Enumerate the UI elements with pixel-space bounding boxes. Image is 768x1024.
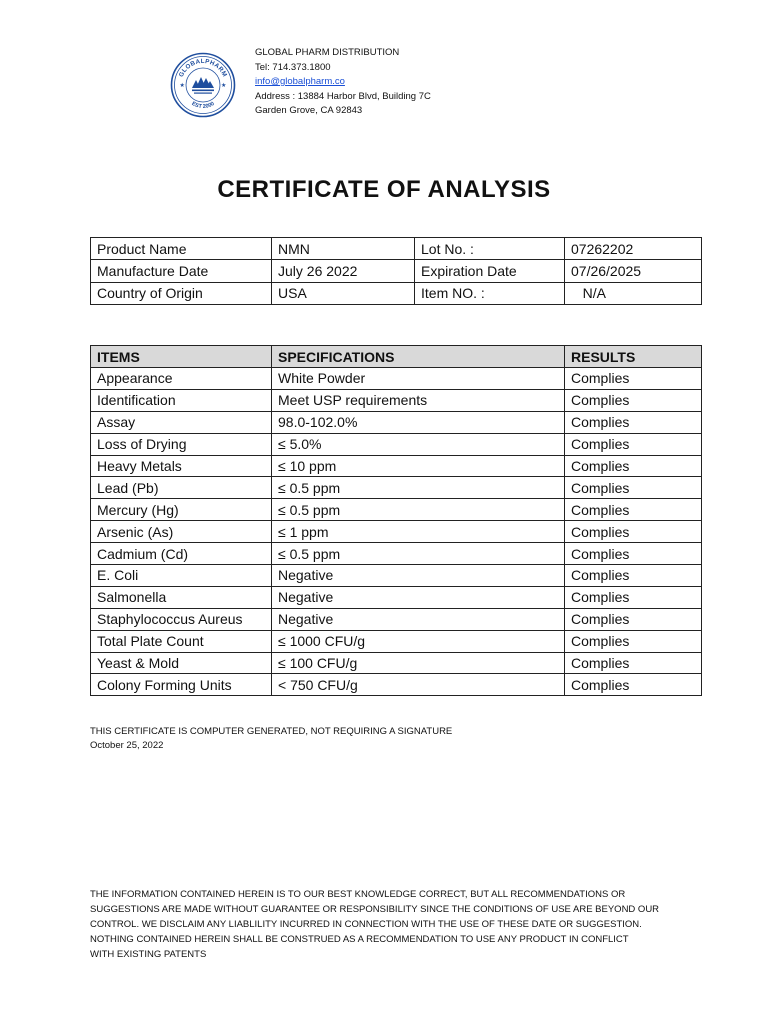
item-cell: Lead (Pb) [91, 477, 272, 499]
result-cell: Complies [565, 433, 702, 455]
table-row [91, 260, 702, 282]
company-info [255, 46, 431, 119]
specification-cell: ≤ 0.5 ppm [272, 477, 565, 499]
table-row [91, 389, 702, 411]
specification-cell: ≤ 1 ppm [272, 521, 565, 543]
specification-cell: Negative [272, 586, 565, 608]
item-cell: Cadmium (Cd) [91, 543, 272, 565]
result-cell: Complies [565, 477, 702, 499]
column-header-items: ITEMS [91, 346, 272, 368]
specification-cell: Negative [272, 608, 565, 630]
info-label: Country of Origin [91, 282, 272, 304]
table-row [91, 368, 702, 390]
specification-cell: < 750 CFU/g [272, 674, 565, 696]
info-label: Product Name [91, 238, 272, 260]
item-cell: Yeast & Mold [91, 652, 272, 674]
result-cell: Complies [565, 389, 702, 411]
item-cell: E. Coli [91, 565, 272, 587]
table-row [91, 674, 702, 696]
table-row [91, 608, 702, 630]
table-row [91, 238, 702, 260]
result-cell: Complies [565, 608, 702, 630]
computer-generated-note: THIS CERTIFICATE IS COMPUTER GENERATED, NOT REQUIRING A SIGNATURE [90, 726, 453, 737]
company-address-line1: Address : 13884 Harbor Blvd, Building 7C [255, 90, 431, 102]
table-row [91, 521, 702, 543]
specification-cell: White Powder [272, 368, 565, 390]
info-value: 07/26/2025 [565, 260, 702, 282]
globalpharm-seal-icon [170, 52, 236, 118]
certificate-date: October 25, 2022 [90, 740, 164, 751]
column-header-results: RESULTS [565, 346, 702, 368]
table-row [91, 565, 702, 587]
disclaimer-line: THE INFORMATION CONTAINED HEREIN IS TO OUR BEST KNOWLEDGE CORRECT, BUT ALL RECOMMENDATIONS OR [90, 889, 626, 900]
item-cell: Assay [91, 411, 272, 433]
info-label: Expiration Date [415, 260, 565, 282]
info-value: USA [272, 282, 415, 304]
table-row [91, 282, 702, 304]
table-row [91, 543, 702, 565]
item-cell: Mercury (Hg) [91, 499, 272, 521]
result-cell: Complies [565, 586, 702, 608]
info-value: July 26 2022 [272, 260, 415, 282]
specification-cell: ≤ 10 ppm [272, 455, 565, 477]
result-cell: Complies [565, 543, 702, 565]
result-cell: Complies [565, 521, 702, 543]
item-cell: Loss of Drying [91, 433, 272, 455]
table-row [91, 411, 702, 433]
results-body [91, 368, 702, 696]
company-phone: Tel: 714.373.1800 [255, 61, 331, 73]
specification-cell: Negative [272, 565, 565, 587]
disclaimer-line: CONTROL. WE DISCLAIM ANY LIABLILITY INCURRED IN CONNECTION WITH THE USE OF THESE DATE OR SUGGESTION. [90, 919, 642, 930]
result-cell: Complies [565, 565, 702, 587]
item-cell: Appearance [91, 368, 272, 390]
disclaimer [90, 887, 690, 962]
item-cell: Total Plate Count [91, 630, 272, 652]
analysis-results-table [90, 345, 702, 696]
result-cell: Complies [565, 674, 702, 696]
table-row [91, 652, 702, 674]
result-cell: Complies [565, 499, 702, 521]
table-row [91, 433, 702, 455]
item-cell: Salmonella [91, 586, 272, 608]
item-cell: Identification [91, 389, 272, 411]
disclaimer-line: NOTHING CONTAINED HEREIN SHALL BE CONSTRUED AS A RECOMMENDATION TO USE ANY PRODUCT IN CONFLICT [90, 934, 629, 945]
svg-text:EST 2000: EST 2000 [190, 100, 216, 111]
result-cell: Complies [565, 630, 702, 652]
table-row [91, 455, 702, 477]
page-title: CERTIFICATE OF ANALYSIS [217, 176, 551, 203]
item-cell: Colony Forming Units [91, 674, 272, 696]
company-address-line2: Garden Grove, CA 92843 [255, 105, 363, 116]
result-cell: Complies [565, 411, 702, 433]
specification-cell: ≤ 1000 CFU/g [272, 630, 565, 652]
table-row [91, 586, 702, 608]
specification-cell: ≤ 0.5 ppm [272, 499, 565, 521]
certificate-note [90, 725, 452, 753]
specification-cell: 98.0-102.0% [272, 411, 565, 433]
item-cell: Staphylococcus Aureus [91, 608, 272, 630]
disclaimer-line: WITH EXISTING PATENTS [90, 949, 207, 960]
svg-text:GLOBALPHARM: GLOBALPHARM [177, 57, 229, 79]
info-value: N/A [565, 282, 702, 304]
svg-text:★: ★ [221, 83, 227, 89]
table-header-row [91, 346, 702, 368]
table-row [91, 477, 702, 499]
info-label: Item NO. : [415, 282, 565, 304]
specification-cell: Meet USP requirements [272, 389, 565, 411]
product-info-table [90, 237, 702, 305]
item-cell: Heavy Metals [91, 455, 272, 477]
specification-cell: ≤ 5.0% [272, 433, 565, 455]
item-cell: Arsenic (As) [91, 521, 272, 543]
result-cell: Complies [565, 368, 702, 390]
info-label: Manufacture Date [91, 260, 272, 282]
column-header-specifications: SPECIFICATIONS [272, 346, 565, 368]
table-row [91, 499, 702, 521]
company-logo [170, 52, 236, 118]
result-cell: Complies [565, 652, 702, 674]
company-name: GLOBAL PHARM DISTRIBUTION [255, 47, 400, 58]
info-label: Lot No. : [415, 238, 565, 260]
info-value: 07262202 [565, 238, 702, 260]
company-email-link[interactable]: info@globalpharm.co [255, 76, 345, 87]
disclaimer-line: SUGGESTIONS ARE MADE WITHOUT GUARANTEE OR RESPONSIBILITY SINCE THE CONDITIONS OF USE ARE BEYOND OUR [90, 904, 660, 915]
table-row [91, 630, 702, 652]
svg-text:★: ★ [179, 83, 185, 89]
specification-cell: ≤ 0.5 ppm [272, 543, 565, 565]
specification-cell: ≤ 100 CFU/g [272, 652, 565, 674]
result-cell: Complies [565, 455, 702, 477]
info-value: NMN [272, 238, 415, 260]
